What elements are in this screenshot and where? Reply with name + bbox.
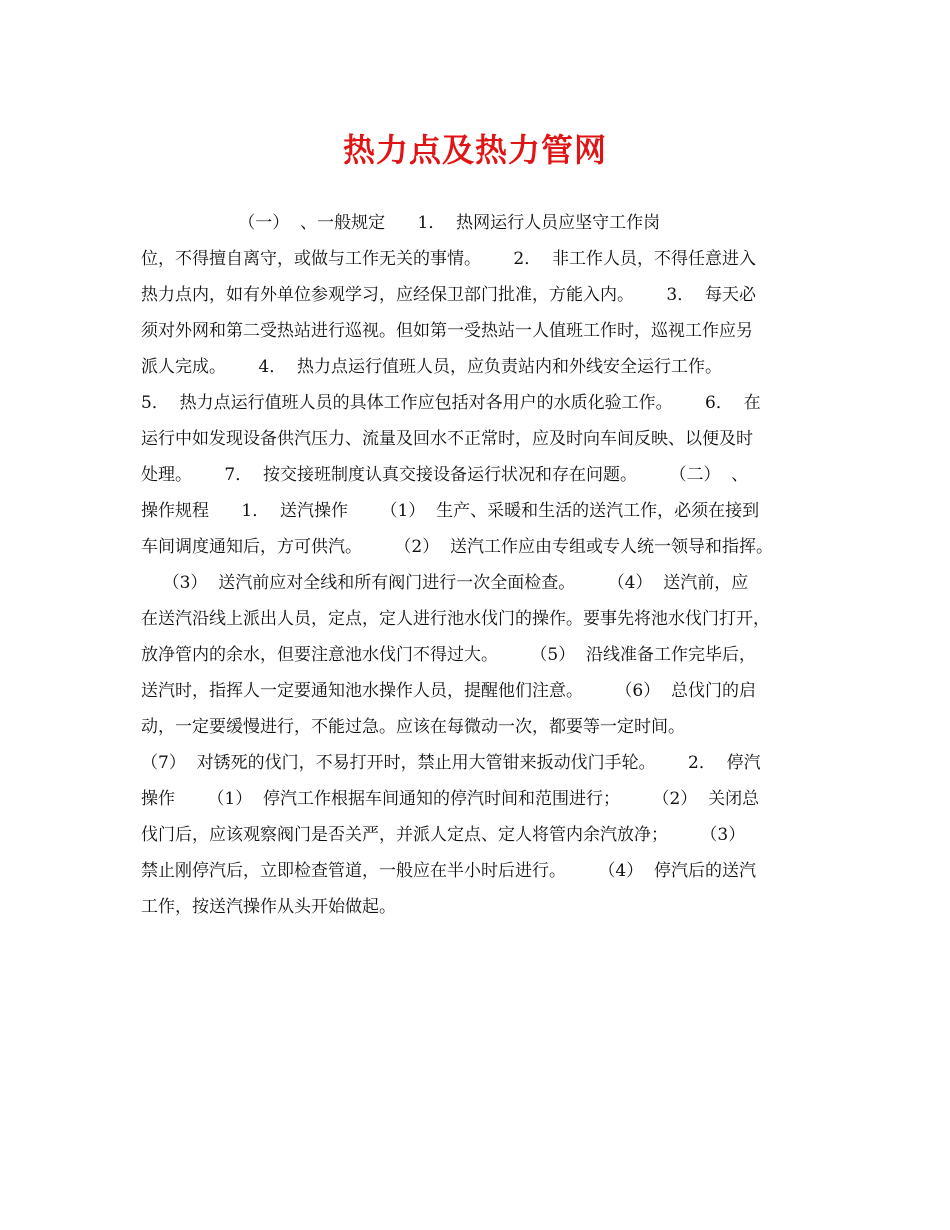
document-body <box>141 205 813 925</box>
body-line-12: 在送汽沿线上派出人员，定点，定人进行池水伐门的操作。要事先将池水伐门打开， <box>141 609 770 629</box>
body-line-1: （一） 、一般规定 1． 热网运行人员应坚守工作岗 <box>141 213 661 233</box>
body-line-8: 处理。 7． 按交接班制度认真交接设备运行状况和存在问题。 （二） 、 <box>141 465 749 485</box>
body-line-11: （3） 送汽前应对全线和所有阀门进行一次全面检查。 （4） 送汽前，应 <box>141 573 749 593</box>
body-line-14: 送汽时，指挥人一定要通知池水操作人员，提醒他们注意。 （6） 总伐门的启 <box>141 681 757 701</box>
body-line-3: 热力点内，如有外单位参观学习，应经保卫部门批准，方能入内。 3． 每天必 <box>141 285 757 305</box>
body-line-9: 操作规程 1． 送汽操作 （1） 生产、采暖和生活的送汽工作，必须在接到 <box>141 501 760 521</box>
body-line-6: 5． 热力点运行值班人员的具体工作应包括对各用户的水质化验工作。 6． 在 <box>141 393 761 413</box>
body-line-19: 禁止刚停汽后，立即检查管道，一般应在半小时后进行。 （4） 停汽后的送汽 <box>141 861 757 881</box>
document-title: 热力点及热力管网 <box>342 131 607 169</box>
body-line-15: 动，一定要缓慢进行，不能过急。应该在每微动一次，都要等一定时间。 <box>141 717 685 737</box>
body-line-20: 工作，按送汽操作从头开始做起。 <box>141 897 396 917</box>
body-line-17: 操作 （1） 停汽工作根据车间通知的停汽时间和范围进行； （2） 关闭总 <box>141 789 760 809</box>
body-line-13: 放净管内的余水，但要注意池水伐门不得过大。 （5） 沿线准备工作完毕后， <box>141 645 757 665</box>
body-line-18: 伐门后，应该观察阀门是否关严，并派人定点、定人将管内余汽放净； （3） <box>141 825 746 845</box>
body-line-4: 须对外网和第二受热站进行巡视。但如第一受热站一人值班工作时，巡视工作应另 <box>141 321 753 341</box>
body-line-16: （7） 对锈死的伐门，不易打开时，禁止用大管钳来扳动伐门手轮。 2． 停汽 <box>141 753 761 773</box>
body-line-5: 派人完成。 4． 热力点运行值班人员，应负责站内和外线安全运行工作。 <box>141 357 723 377</box>
body-line-2: 位，不得擅自离守，或做与工作无关的事情。 2． 非工作人员，不得任意进入 <box>141 249 757 269</box>
body-line-10: 车间调度通知后，方可供汽。 （2） 送汽工作应由专组或专人统一领导和指挥。 <box>141 537 774 557</box>
body-line-7: 运行中如发现设备供汽压力、流量及回水不正常时，应及时向车间反映、以便及时 <box>141 429 753 449</box>
